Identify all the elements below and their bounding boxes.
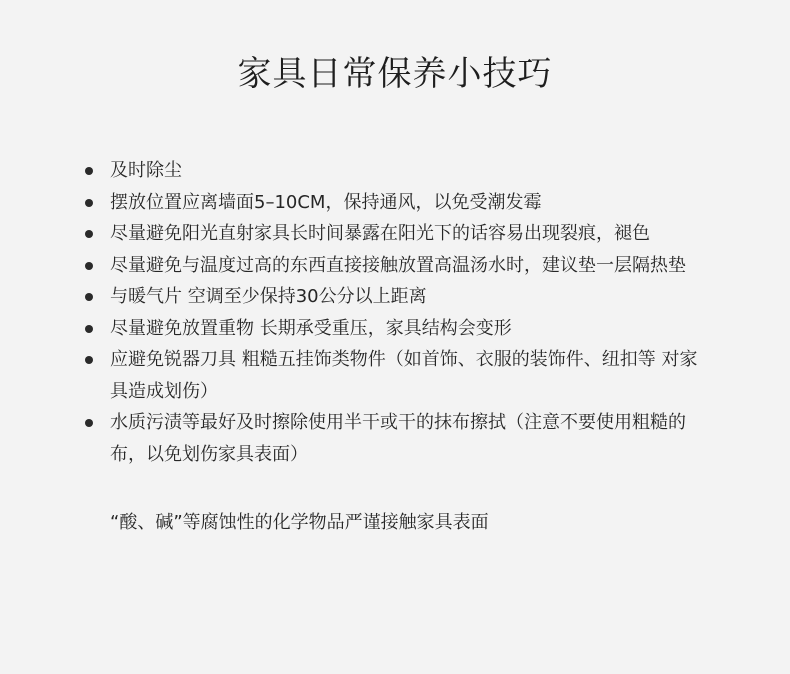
bullet-icon: [85, 262, 93, 270]
tip-text: 及时除尘: [110, 160, 182, 181]
tip-text: 摆放位置应离墙面5–10CM，保持通风，以免受潮发霉: [110, 191, 542, 213]
bullet-icon: [85, 230, 93, 238]
page-title: 家具日常保养小技巧: [237, 54, 553, 94]
list-item: [85, 155, 715, 187]
tip-text: 与暖气片 空调至少保持30公分以上距离: [110, 286, 427, 307]
list-item: [85, 218, 715, 250]
bullet-icon: [85, 293, 93, 301]
list-item: [85, 407, 715, 470]
tips-list: [85, 155, 715, 470]
list-item: [85, 344, 715, 407]
tip-text: 应避免锐器刀具 粗糙五挂饰类物件（如首饰、衣服的装饰件、纽扣等 对家具造成划伤）: [110, 349, 698, 402]
extra-note: “酸、碱”等腐蚀性的化学物品严谨接触家具表面: [110, 512, 489, 533]
bullet-icon: [85, 419, 93, 427]
tip-text: 水质污渍等最好及时擦除使用半干或干的抹布擦拭（注意不要使用粗糙的布，以免划伤家具表面）: [110, 412, 686, 465]
list-item: [85, 313, 715, 345]
tip-text: 尽量避免与温度过高的东西直接接触放置高温汤水时，建议垫一层隔热垫: [110, 254, 686, 276]
tip-text: 尽量避免阳光直射家具长时间暴露在阳光下的话容易出现裂痕，褪色: [110, 223, 650, 244]
list-item: [85, 250, 715, 282]
bullet-icon: [85, 167, 93, 175]
list-item: [85, 281, 715, 313]
tip-text: 尽量避免放置重物 长期承受重压，家具结构会变形: [110, 317, 512, 339]
bullet-icon: [85, 325, 93, 333]
list-item: [85, 187, 715, 219]
bullet-icon: [85, 356, 93, 364]
bullet-icon: [85, 199, 93, 207]
